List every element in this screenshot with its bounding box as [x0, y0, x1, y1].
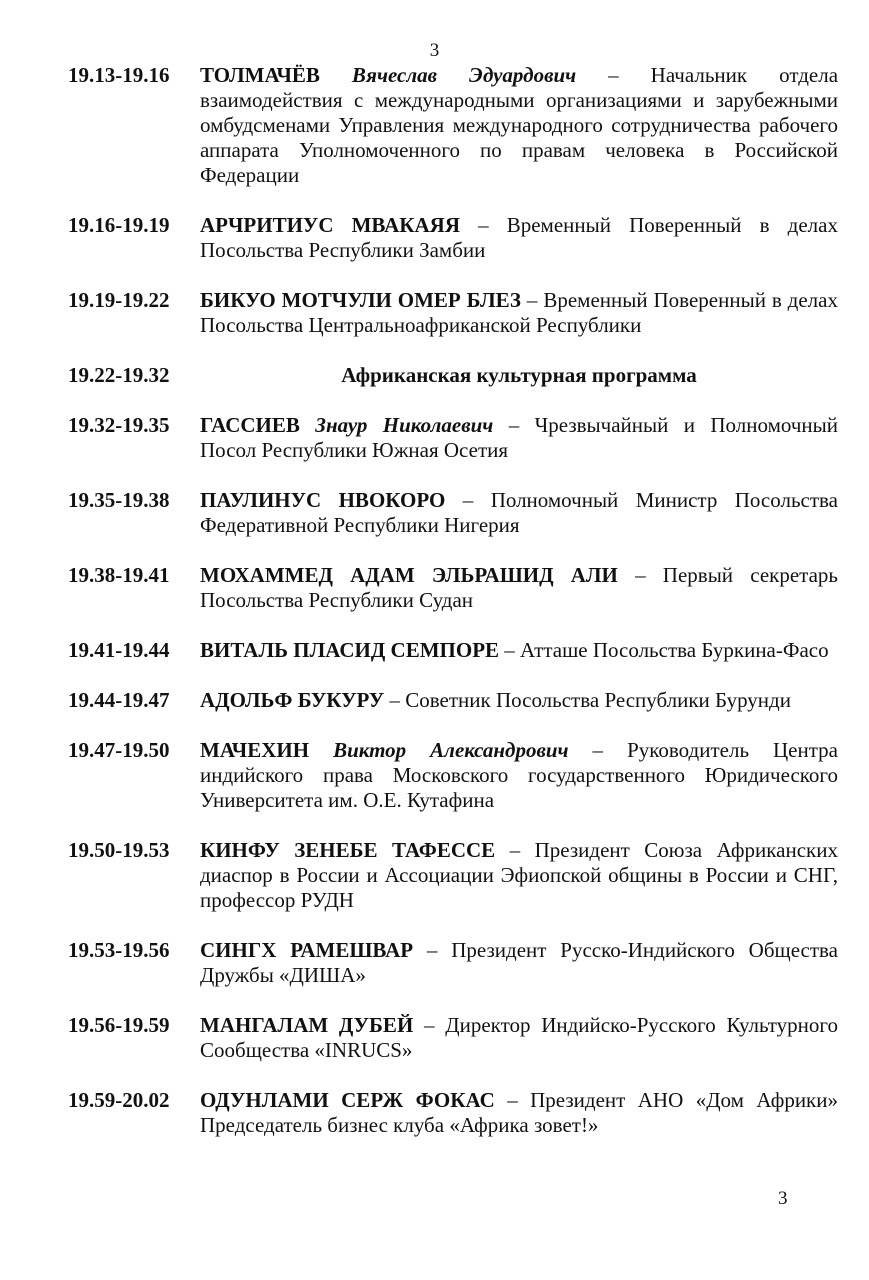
entry-time: 19.50-19.53	[68, 838, 170, 862]
speaker-name: ТОЛМАЧЁВ Вячеслав Эдуардович	[200, 63, 577, 87]
schedule-entry	[0, 638, 869, 663]
page-number-bottom: 3	[778, 1188, 788, 1209]
speaker-title: Президент АНО «Дом Африки» Председатель бизнес клуба «Африка зовет!»	[200, 1088, 838, 1137]
entry-body: ОДУНЛАМИ СЕРЖ ФОКАС – Президент АНО «Дом Африки» Председатель бизнес клуба «Африка зовет!»	[200, 1088, 838, 1137]
program-schedule	[0, 63, 869, 1138]
speaker-name: МОХАММЕД АДАМ ЭЛЬРАШИД АЛИ	[200, 563, 618, 587]
speaker-name: ПАУЛИНУС НВОКОРО	[200, 488, 446, 512]
speaker-given-name: Знаур Николаевич	[315, 413, 494, 437]
speaker-name: СИНГХ РАМЕШВАР	[200, 938, 414, 962]
schedule-entry	[0, 413, 869, 463]
speaker-title: Чрезвычайный и Полномочный Посол Республики Южная Осетия	[200, 413, 838, 462]
schedule-entry	[0, 213, 869, 263]
schedule-entry	[0, 488, 869, 538]
entry-body: ГАССИЕВ Знаур Николаевич – Чрезвычайный и Полномочный Посол Республики Южная Осетия	[200, 413, 838, 462]
entry-body: ВИТАЛЬ ПЛАСИД СЕМПОРЕ – Атташе Посольства Буркина-Фасо	[200, 638, 829, 662]
speaker-title: Президент Союза Африканских диаспор в России и Ассоциации Эфиопской общины в России и СНГ, профессор РУДН	[200, 838, 838, 912]
speaker-title: Советник Посольства Республики Бурунди	[405, 688, 791, 712]
schedule-entry	[0, 563, 869, 613]
speaker-name: ОДУНЛАМИ СЕРЖ ФОКАС	[200, 1088, 495, 1112]
entry-time: 19.59-20.02	[68, 1088, 170, 1112]
entry-body: ТОЛМАЧЁВ Вячеслав Эдуардович – Начальник отдела взаимодействия с международными организациями и зарубежными омбудсменами Управления международного сотрудничества рабочего аппарата Уполномоченного по правам человека в Российской Федерации	[200, 63, 839, 187]
entry-time: 19.22-19.32	[68, 363, 170, 387]
entry-time: 19.35-19.38	[68, 488, 170, 512]
entry-body: БИКУО МОТЧУЛИ ОМЕР БЛЕЗ – Временный Поверенный в делах Посольства Центральноафриканской Республики	[200, 288, 838, 337]
page-number-top: 3	[429, 40, 440, 61]
schedule-entry	[0, 838, 869, 913]
entry-time: 19.56-19.59	[68, 1013, 170, 1037]
speaker-name: ГАССИЕВ Знаур Николаевич	[200, 413, 494, 437]
speaker-name: МАНГАЛАМ ДУБЕЙ	[200, 1013, 414, 1037]
schedule-entry	[0, 288, 869, 338]
entry-body: КИНФУ ЗЕНЕБЕ ТАФЕССЕ – Президент Союза Африканских диаспор в России и Ассоциации Эфиопской общины в России и СНГ, профессор РУДН	[200, 838, 838, 912]
entry-body: МОХАММЕД АДАМ ЭЛЬРАШИД АЛИ – Первый секретарь Посольства Республики Судан	[200, 563, 838, 612]
section-heading: Африканская культурная программа	[341, 363, 697, 387]
speaker-title: Президент Русско-Индийского Общества Дружбы «ДИША»	[200, 938, 839, 987]
entry-time: 19.38-19.41	[68, 563, 170, 587]
speaker-name: АРЧРИТИУС МВАКАЯЯ	[200, 213, 460, 237]
entry-body: МАЧЕХИН Виктор Александрович – Руководитель Центра индийского права Московского государственного Юридического Университета им. О.Е. Кутафина	[200, 738, 838, 812]
entry-time: 19.13-19.16	[68, 63, 170, 87]
schedule-entry	[0, 938, 869, 988]
entry-body: СИНГХ РАМЕШВАР – Президент Русско-Индийского Общества Дружбы «ДИША»	[200, 938, 839, 987]
entry-time: 19.44-19.47	[68, 688, 170, 712]
speaker-title: Временный Поверенный в делах Посольства Центральноафриканской Республики	[200, 288, 838, 337]
speaker-title: Атташе Посольства Буркина-Фасо	[520, 638, 829, 662]
speaker-name: БИКУО МОТЧУЛИ ОМЕР БЛЕЗ	[200, 288, 522, 312]
entry-time: 19.32-19.35	[68, 413, 170, 437]
schedule-entry	[0, 738, 869, 813]
speaker-title: Первый секретарь Посольства Республики Судан	[200, 563, 838, 612]
schedule-entry	[0, 688, 869, 713]
entry-time: 19.41-19.44	[68, 638, 170, 662]
speaker-name: АДОЛЬФ БУКУРУ	[200, 688, 385, 712]
schedule-entry	[0, 1088, 869, 1138]
speaker-title: Полномочный Министр Посольства Федеративной Республики Нигерия	[200, 488, 838, 537]
speaker-name: ВИТАЛЬ ПЛАСИД СЕМПОРЕ	[200, 638, 500, 662]
entry-time: 19.53-19.56	[68, 938, 170, 962]
entry-body: ПАУЛИНУС НВОКОРО – Полномочный Министр Посольства Федеративной Республики Нигерия	[200, 488, 838, 537]
entry-time: 19.47-19.50	[68, 738, 170, 762]
entry-body: АРЧРИТИУС МВАКАЯЯ – Временный Поверенный в делах Посольства Республики Замбии	[200, 213, 838, 262]
entry-time: 19.19-19.22	[68, 288, 170, 312]
speaker-title: Директор Индийско-Русского Культурного Сообщества «INRUCS»	[200, 1013, 839, 1062]
entry-body: МАНГАЛАМ ДУБЕЙ – Директор Индийско-Русского Культурного Сообщества «INRUCS»	[200, 1013, 839, 1062]
schedule-entry	[0, 1013, 869, 1063]
speaker-title: Начальник отдела взаимодействия с международными организациями и зарубежными омбудсменами Управления международного сотрудничества рабочего аппарата Уполномоченного по правам человека в Российской Федерации	[200, 63, 839, 187]
entry-time: 19.16-19.19	[68, 213, 170, 237]
schedule-entry-heading	[0, 363, 869, 388]
speaker-title: Руководитель Центра индийского права Московского государственного Юридического Университета им. О.Е. Кутафина	[200, 738, 838, 812]
speaker-name: МАЧЕХИН Виктор Александрович	[200, 738, 569, 762]
schedule-entry	[0, 63, 869, 188]
speaker-given-name: Виктор Александрович	[333, 738, 569, 762]
entry-body: АДОЛЬФ БУКУРУ – Советник Посольства Республики Бурунди	[200, 688, 791, 712]
speaker-name: КИНФУ ЗЕНЕБЕ ТАФЕССЕ	[200, 838, 496, 862]
speaker-title: Временный Поверенный в делах Посольства Республики Замбии	[200, 213, 838, 262]
speaker-given-name: Вячеслав Эдуардович	[351, 63, 577, 87]
